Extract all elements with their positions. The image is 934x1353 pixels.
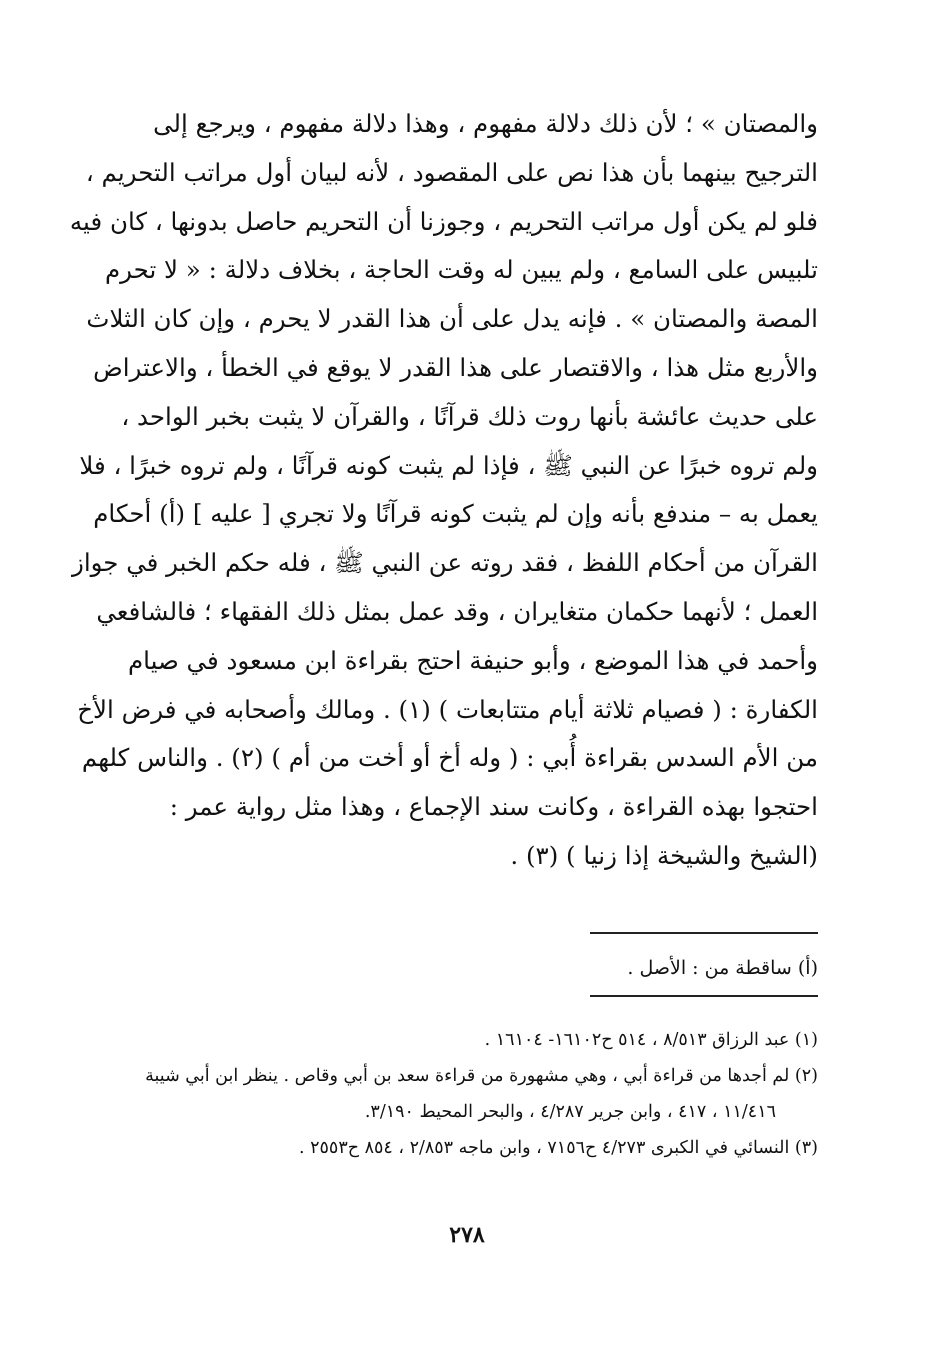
text-line: وأحمد في هذا الموضع ، وأبو حنيفة احتج بقراءة ابن مسعود في صيام bbox=[127, 645, 818, 675]
text-line: والمصتان » ؛ لأن ذلك دلالة مفهوم ، وهذا دلالة مفهوم ، ويرجع إلى bbox=[153, 109, 818, 138]
footnote-continuation: ١١/٤١٦ ، ٤١٧ ، وابن جرير ٤/٢٨٧ ، والبحر المحيط ٣/١٩٠. bbox=[364, 1102, 776, 1122]
footnote: (٣) النسائي في الكبرى ٤/٢٧٣ ح٧١٥٦ ، وابن ماجه ٢/٨٥٣ ، ٨٥٤ ح٢٥٥٣ . bbox=[298, 1138, 818, 1158]
text-line: على حديث عائشة بأنها روت ذلك قرآنًا ، والقرآن لا يثبت بخبر الواحد ، bbox=[121, 401, 818, 431]
main-text-block bbox=[69, 100, 818, 881]
text-line: يعمل به – مندفع بأنه وإن لم يثبت كونه قرآنًا ولا تجري [ عليه ] (أ) أحكام bbox=[93, 499, 818, 529]
footnote-divider bbox=[590, 932, 818, 934]
text-line: من الأم السدس بقراءة أُبي : ( وله أخ أو أخت من أم ) (٢) . والناس كلهم bbox=[81, 743, 818, 773]
text-line: فلو لم يكن أول مراتب التحريم ، وجوزنا أن التحريم حاصل بدونها ، كان فيه bbox=[69, 206, 818, 236]
text-line: المصة والمصتان » . فإنه يدل على أن هذا القدر لا يحرم ، وإن كان الثلاث bbox=[86, 304, 818, 334]
text-line: الكفارة : ( فصيام ثلاثة أيام متتابعات ) (١) . ومالك وأصحابه في فرض الأخ bbox=[77, 694, 818, 724]
page-number: ٢٧٨ bbox=[449, 1222, 485, 1248]
text-line: تلبيس على السامع ، ولم يبين له وقت الحاجة ، بخلاف دلالة : « لا تحرم bbox=[104, 255, 818, 285]
footnote: (٢) لم أجدها من قراءة أبي ، وهي مشهورة من قراءة سعد بن أبي وقاص . ينظر ابن أبي شيبة bbox=[145, 1066, 818, 1086]
footnote-divider bbox=[590, 995, 818, 997]
text-line: والأربع مثل هذا ، والاقتصار على هذا القدر لا يوقع في الخطأ ، والاعتراض bbox=[93, 352, 818, 382]
text-line: العمل ؛ لأنهما حكمان متغايران ، وقد عمل بمثل ذلك الفقهاء ؛ فالشافعي bbox=[96, 596, 818, 626]
text-line: الترجيح بينهما بأن هذا نص على المقصود ، لأنه لبيان أول مراتب التحريم ، bbox=[85, 157, 818, 187]
footnotes-block bbox=[118, 1022, 818, 1166]
text-line: احتجوا بهذه القراءة ، وكانت سند الإجماع ، وهذا مثل رواية عمر : bbox=[169, 792, 818, 822]
text-line: ولم تروه خبرًا عن النبي ﷺ ، فإذا لم يثبت كونه قرآنًا ، ولم تروه خبرًا ، فلا bbox=[79, 450, 818, 480]
footnote: (١) عبد الرزاق ٨/٥١٣ ، ٥١٤ ح١٦١٠٢- ١٦١٠٤ . bbox=[484, 1030, 818, 1050]
marginal-note: (أ) ساقطة من : الأصل . bbox=[627, 957, 818, 979]
text-line: (الشيخ والشيخة إذا زنيا ) (٣) . bbox=[510, 840, 818, 870]
text-line: القرآن من أحكام اللفظ ، فقد روته عن النبي ﷺ ، فله حكم الخبر في جواز bbox=[72, 548, 818, 578]
